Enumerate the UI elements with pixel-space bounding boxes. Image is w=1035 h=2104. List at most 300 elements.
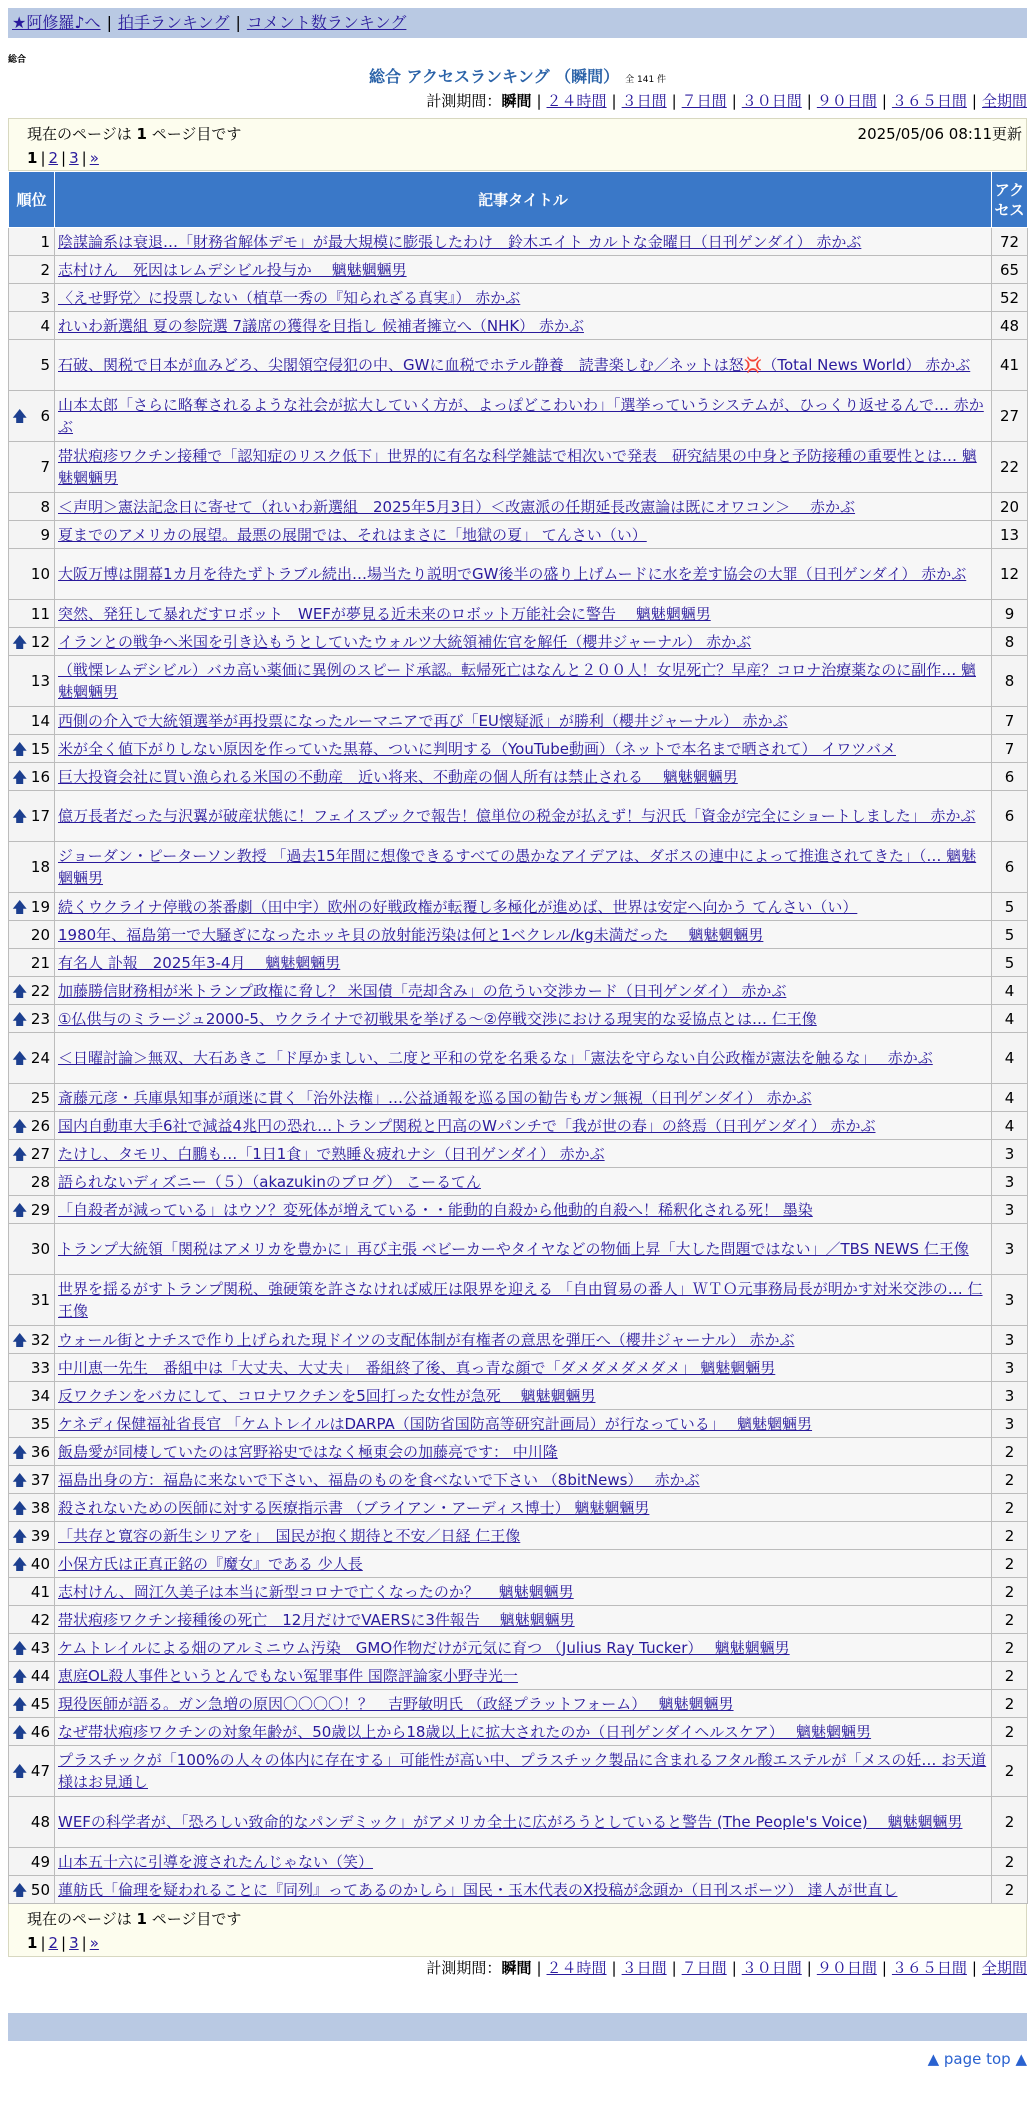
up-arrow-icon: 🡅 xyxy=(12,1638,28,1657)
title-cell xyxy=(55,1690,992,1718)
title-cell xyxy=(55,1196,992,1224)
rank-cell xyxy=(9,1690,55,1718)
ranking-table xyxy=(8,171,1028,1904)
table-row xyxy=(9,1084,1028,1112)
access-count: 4 xyxy=(992,1084,1028,1112)
rank-number: 32 xyxy=(30,1330,50,1349)
article-link[interactable]: 蓮舫氏「倫理を疑われることに『同列』ってあるのかしら」国民・玉木代表のX投稿が念頭か（日刊スポーツ） 達人が世直し xyxy=(58,1880,898,1899)
up-arrow-icon: 🡅 xyxy=(12,1880,28,1899)
table-row xyxy=(9,1140,1028,1168)
up-arrow-icon: 🡅 xyxy=(12,1526,28,1545)
access-count: 2 xyxy=(992,1662,1028,1690)
title-cell xyxy=(55,256,992,284)
title-cell xyxy=(55,763,992,791)
table-row xyxy=(9,1354,1028,1382)
article-link[interactable]: 国内自動車大手6社で減益4兆円の恐れ…トランプ関税と円高のWパンチで「我が世の春」の終焉（日刊ゲンダイ） 赤かぶ xyxy=(58,1116,876,1135)
period-separator: | xyxy=(731,1959,737,1977)
rank-number: 33 xyxy=(30,1358,50,1377)
pager-separator: | xyxy=(61,1934,67,1952)
period-separator: | xyxy=(536,1959,542,1977)
rank-number: 17 xyxy=(30,807,50,825)
period-separator: | xyxy=(806,92,812,110)
period-separator: | xyxy=(881,1959,887,1977)
rank-number: 23 xyxy=(30,1009,50,1028)
rank-cell xyxy=(9,1326,55,1354)
access-count: 4 xyxy=(992,1005,1028,1033)
title-cell xyxy=(55,1140,992,1168)
access-count: 3 xyxy=(992,1326,1028,1354)
access-count: 5 xyxy=(992,949,1028,977)
title-cell xyxy=(55,1005,992,1033)
column-header-access: アクセス xyxy=(992,172,1028,228)
rank-number: 18 xyxy=(30,858,50,876)
title-cell xyxy=(55,656,992,707)
article-link[interactable]: 殺されないための医師に対する医療指示書 （ブライアン・アーディス博士） 魑魅魍魎男 xyxy=(58,1498,650,1517)
pager-current-page: 1 xyxy=(27,149,38,167)
table-row xyxy=(9,228,1028,256)
title-cell xyxy=(55,1578,992,1606)
up-arrow-icon: 🡅 xyxy=(12,897,28,916)
rank-cell xyxy=(9,1634,55,1662)
article-link[interactable]: 福島出身の方：福島に来ないで下さい、福島のものを食べないで下さい （8bitNews） 赤かぶ xyxy=(58,1470,700,1489)
article-link[interactable]: 斎藤元彦・兵庫県知事が頑迷に貫く「治外法権」…公益通報を巡る国の勧告もガン無視（日刊ゲンダイ） 赤かぶ xyxy=(58,1088,812,1107)
rank-number: 9 xyxy=(40,525,50,544)
rank-cell xyxy=(9,1140,55,1168)
access-count: 27 xyxy=(992,391,1028,442)
title-cell xyxy=(55,600,992,628)
up-arrow-icon: 🡅 xyxy=(12,739,28,758)
period-separator: | xyxy=(971,1959,977,1977)
rank-cell xyxy=(9,256,55,284)
access-count: 6 xyxy=(992,763,1028,791)
article-link[interactable]: 億万長者だった与沢翼が破産状態に！フェイスブックで報告！億単位の税金が払えず！与沢氏「資金が完全にショートしました」 赤かぶ xyxy=(58,807,976,825)
access-count: 3 xyxy=(992,1382,1028,1410)
title-cell xyxy=(55,1438,992,1466)
rank-cell xyxy=(9,1382,55,1410)
title-cell xyxy=(55,1606,992,1634)
article-link[interactable]: 恵庭OL殺人事件というとんでもない冤罪事件 国際評論家小野寺光一 xyxy=(58,1666,518,1685)
access-count: 4 xyxy=(992,977,1028,1005)
rank-number: 2 xyxy=(40,260,50,279)
period-link-4[interactable]: ９０日間 xyxy=(816,1959,877,1977)
access-count: 13 xyxy=(992,521,1028,549)
period-link-2[interactable]: ７日間 xyxy=(681,92,727,110)
rank-number: 1 xyxy=(40,232,50,251)
article-link[interactable]: 突然、発狂して暴れだすロボット WEFが夢見る近未来のロボット万能社会に警告 魑魅魍魎男 xyxy=(58,604,711,623)
table-row xyxy=(9,842,1028,893)
up-arrow-icon: 🡅 xyxy=(12,1330,28,1349)
rank-cell xyxy=(9,1848,55,1876)
article-link[interactable]: 小保方氏は正真正銘の『魔女』である 少人長 xyxy=(58,1554,363,1573)
rank-number: 49 xyxy=(30,1852,50,1871)
article-link[interactable]: ケネディ保健福祉省長官 「ケムトレイルはDARPA（国防省国防高等研究計画局）が行なっている」 魑魅魍魎男 xyxy=(58,1414,813,1433)
up-arrow-icon: 🡅 xyxy=(12,767,28,786)
article-link[interactable]: ウォール街とナチスで作り上げられた現ドイツの支配体制が有権者の意思を弾圧へ（櫻井ジャーナル） 赤かぶ xyxy=(58,1330,795,1349)
updated-timestamp: 2025/05/06 08:11更新 xyxy=(857,125,1022,143)
period-link-2[interactable]: ７日間 xyxy=(681,1959,727,1977)
title-cell xyxy=(55,977,992,1005)
period-link-3[interactable]: ３０日間 xyxy=(741,92,802,110)
title-cell xyxy=(55,1466,992,1494)
article-link[interactable]: 「自殺者が減っている」はウソ？変死体が増えている・・能動的自殺から他動的自殺へ！稀釈化される死！ 墨染 xyxy=(58,1200,813,1219)
pager-separator: | xyxy=(40,149,46,167)
title-cell xyxy=(55,628,992,656)
article-link[interactable]: 志村けん、岡江久美子は本当に新型コロナで亡くなったのか？ 魑魅魍魎男 xyxy=(58,1582,574,1601)
table-row xyxy=(9,1112,1028,1140)
rank-cell xyxy=(9,600,55,628)
article-link[interactable]: 帯状疱疹ワクチン接種で「認知症のリスク低下」世界的に有名な科学雑誌で相次いで発表 研究結果の中身と予防接種の重要性とは… 魑魅魍魎男 xyxy=(58,447,977,487)
article-link[interactable]: 志村けん 死因はレムデシビル投与か 魑魅魍魎男 xyxy=(58,260,407,279)
rank-cell xyxy=(9,1354,55,1382)
article-link[interactable]: 加藤勝信財務相が米トランプ政権に脅し？ 米国債「売却含み」の危うい交渉カード（日刊ゲンダイ） 赤かぶ xyxy=(58,981,787,1000)
rank-cell xyxy=(9,228,55,256)
pager-separator: | xyxy=(81,1934,87,1952)
rank-cell xyxy=(9,977,55,1005)
rank-number: 39 xyxy=(30,1526,50,1545)
title-cell xyxy=(55,1168,992,1196)
rank-cell xyxy=(9,893,55,921)
rank-number: 26 xyxy=(30,1116,50,1135)
rank-number: 4 xyxy=(40,316,50,335)
period-link-5[interactable]: ３６５日間 xyxy=(891,92,967,110)
rank-cell xyxy=(9,791,55,842)
rank-number: 40 xyxy=(30,1554,50,1573)
article-link[interactable]: プラスチックが「100%の人々の体内に存在する」可能性が高い中、プラスチック製品に含まれるフタル酸エステルが「メスの妊… お天道様はお見通し xyxy=(58,1751,987,1791)
title-cell xyxy=(55,1112,992,1140)
rank-cell xyxy=(9,1550,55,1578)
pager-page-link-2[interactable]: 2 xyxy=(48,149,59,167)
access-count: 2 xyxy=(992,1848,1028,1876)
access-count: 8 xyxy=(992,628,1028,656)
title-cell xyxy=(55,735,992,763)
pager-page-link-2[interactable]: 2 xyxy=(48,1934,59,1952)
table-row xyxy=(9,791,1028,842)
rank-number: 42 xyxy=(30,1610,50,1629)
title-cell xyxy=(55,228,992,256)
up-arrow-icon: 🡅 xyxy=(12,1470,28,1489)
article-link[interactable]: 反ワクチンをバカにして、コロナワクチンを5回打った女性が急死 魑魅魍魎男 xyxy=(58,1386,596,1405)
table-row xyxy=(9,1746,1028,1797)
rank-number: 41 xyxy=(30,1582,50,1601)
rank-number: 46 xyxy=(30,1722,50,1741)
article-link[interactable]: 〈えせ野党〉に投票しない（植草一秀の『知られざる真実』） 赤かぶ xyxy=(58,288,521,307)
access-count: 2 xyxy=(992,1634,1028,1662)
article-link[interactable]: トランプ大統領「関税はアメリカを豊かに」再び主張 ベビーカーやタイヤなどの物価上昇「大した問題ではない」／TBS NEWS 仁王像 xyxy=(58,1240,969,1258)
rank-number: 35 xyxy=(30,1414,50,1433)
rank-number: 37 xyxy=(30,1470,50,1489)
rank-number: 11 xyxy=(30,604,50,623)
rank-cell xyxy=(9,549,55,600)
up-arrow-icon: 🡅 xyxy=(12,1442,28,1461)
article-link[interactable]: 夏までのアメリカの展望。最悪の展開では、それはまさに「地獄の夏」 てんさい（い） xyxy=(58,525,647,544)
pager-top xyxy=(8,118,1027,171)
title-cell xyxy=(55,1084,992,1112)
title-cell xyxy=(55,521,992,549)
table-row xyxy=(9,1224,1028,1275)
title-cell xyxy=(55,1848,992,1876)
rank-cell xyxy=(9,1438,55,1466)
period-separator: | xyxy=(971,92,977,110)
article-link[interactable]: イランとの戦争へ米国を引き込もうとしていたウォルツ大統領補佐官を解任（櫻井ジャーナル） 赤かぶ xyxy=(58,632,752,651)
up-arrow-icon: 🡅 xyxy=(12,1009,28,1028)
access-count: 12 xyxy=(992,549,1028,600)
access-count: 41 xyxy=(992,340,1028,391)
article-link[interactable]: なぜ帯状疱疹ワクチンの対象年齢が、50歳以上から18歳以上に拡大されたのか（日刊ゲンダイヘルスケア） 魑魅魍魎男 xyxy=(58,1722,872,1741)
table-row xyxy=(9,1466,1028,1494)
rank-cell xyxy=(9,707,55,735)
title-cell xyxy=(55,312,992,340)
access-count: 2 xyxy=(992,1438,1028,1466)
access-count: 2 xyxy=(992,1746,1028,1797)
nav-applause-ranking-link[interactable]: 拍手ランキング xyxy=(117,13,230,32)
rank-number: 21 xyxy=(30,953,50,972)
rank-number: 10 xyxy=(30,565,50,583)
ranking-table-body xyxy=(9,228,1028,1904)
rank-cell xyxy=(9,1112,55,1140)
table-row xyxy=(9,1522,1028,1550)
pager-bottom xyxy=(8,1904,1027,1957)
title-cell xyxy=(55,921,992,949)
period-link-6[interactable]: 全期間 xyxy=(981,1959,1027,1977)
rank-number: 45 xyxy=(30,1694,50,1713)
table-row xyxy=(9,1275,1028,1326)
up-arrow-icon: 🡅 xyxy=(12,1498,28,1517)
article-link[interactable]: ＜声明＞憲法記念日に寄せて（れいわ新選組 2025年5月3日）＜改憲派の任期延長改憲論は既にオワコン＞ 赤かぶ xyxy=(58,497,856,516)
rank-number: 16 xyxy=(30,767,50,786)
article-link[interactable]: 巨大投資会社に買い漁られる米国の不動産 近い将来、不動産の個人所有は禁止される 魑魅魍魎男 xyxy=(58,767,738,786)
rank-cell xyxy=(9,1797,55,1848)
article-link[interactable]: 「共存と寛容の新生シリアを」 国民が抱く期待と不安／日経 仁王像 xyxy=(58,1526,521,1545)
article-link[interactable]: ジョーダン・ピーターソン教授 「過去15年間に想像できるすべての愚かなアイデアは、ダボスの連中によって推進されてきた」（… 魑魅魍魎男 xyxy=(58,847,977,887)
up-arrow-icon: 🡅 xyxy=(12,1144,28,1163)
access-count: 3 xyxy=(992,1140,1028,1168)
title-cell xyxy=(55,1634,992,1662)
access-count: 2 xyxy=(992,1797,1028,1848)
rank-cell xyxy=(9,1033,55,1084)
article-link[interactable]: ①仏供与のミラージュ2000-5、ウクライナで初戦果を挙げる～②停戦交渉における現実的な妥協点とは… 仁王像 xyxy=(58,1009,817,1028)
pager-current-page: 1 xyxy=(27,1934,38,1952)
access-count: 6 xyxy=(992,791,1028,842)
rank-number: 44 xyxy=(30,1666,50,1685)
nav-home-link[interactable]: ★阿修羅♪へ xyxy=(12,13,101,32)
rank-number: 25 xyxy=(30,1088,50,1107)
footer-bar xyxy=(8,2013,1027,2041)
title-cell xyxy=(55,1797,992,1848)
rank-cell xyxy=(9,1466,55,1494)
access-count: 48 xyxy=(992,312,1028,340)
table-row xyxy=(9,1876,1028,1904)
article-link[interactable]: 帯状疱疹ワクチン接種後の死亡 12月だけでVAERSに3件報告 魑魅魍魎男 xyxy=(58,1610,575,1629)
rank-number: 43 xyxy=(30,1638,50,1657)
article-link[interactable]: 語られないディズニー（５）（akazukinのブログ） こーるてん xyxy=(58,1172,481,1191)
page-top-link[interactable]: ▲ page top ▲ xyxy=(927,2050,1027,2068)
rank-cell xyxy=(9,493,55,521)
article-link[interactable]: たけし、タモリ、白鵬も…「1日1食」で熟睡＆疲れナシ（日刊ゲンダイ） 赤かぶ xyxy=(58,1144,605,1163)
rank-cell xyxy=(9,312,55,340)
rank-cell xyxy=(9,949,55,977)
title-cell xyxy=(55,340,992,391)
article-link[interactable]: 現役医師が語る。ガン急増の原因〇〇〇〇！？ 吉野敏明氏 （政経プラットフォーム） 魑魅魍魎男 xyxy=(58,1694,734,1713)
rank-cell xyxy=(9,1005,55,1033)
title-cell xyxy=(55,1033,992,1084)
period-link-1[interactable]: ３日間 xyxy=(621,92,667,110)
table-row xyxy=(9,763,1028,791)
nav-separator: | xyxy=(106,13,112,32)
rank-cell xyxy=(9,391,55,442)
period-link-3[interactable]: ３０日間 xyxy=(741,1959,802,1977)
article-link[interactable]: （戦慄レムデシビル）バカ高い薬価に異例のスピード承認。転帰死亡はなんと２００人！女児死亡？早産？コロナ治療薬なのに副作… 魑魅魍魎男 xyxy=(58,661,976,701)
nav-comment-ranking-link[interactable]: コメント数ランキング xyxy=(246,13,407,32)
pager-status-prefix: 現在のページは xyxy=(27,1910,132,1928)
up-arrow-icon: 🡅 xyxy=(12,407,28,425)
rank-cell xyxy=(9,842,55,893)
table-row xyxy=(9,521,1028,549)
table-row xyxy=(9,893,1028,921)
access-count: 52 xyxy=(992,284,1028,312)
rank-cell xyxy=(9,628,55,656)
top-nav-bar xyxy=(8,8,1027,38)
access-count: 3 xyxy=(992,1354,1028,1382)
title-cell xyxy=(55,1662,992,1690)
pager-separator: | xyxy=(40,1934,46,1952)
rank-number: 7 xyxy=(40,458,50,476)
pager-status-suffix: ページ目です xyxy=(151,125,242,143)
title-cell xyxy=(55,391,992,442)
access-count: 7 xyxy=(992,735,1028,763)
table-row xyxy=(9,256,1028,284)
pager-next-link[interactable]: » xyxy=(89,149,99,167)
table-row xyxy=(9,656,1028,707)
rank-number: 30 xyxy=(30,1240,50,1258)
article-link[interactable]: 大阪万博は開幕1カ月を待たずトラブル続出…場当たり説明でGW後半の盛り上げムードに水を差す協会の大罪（日刊ゲンダイ） 赤かぶ xyxy=(58,565,967,583)
title-cell xyxy=(55,1326,992,1354)
access-count: 2 xyxy=(992,1690,1028,1718)
title-cell xyxy=(55,493,992,521)
access-count: 3 xyxy=(992,1168,1028,1196)
article-link[interactable]: 陰謀論系は衰退…「財務省解体デモ」が最大規模に膨張したわけ 鈴木エイト カルトな金曜日（日刊ゲンダイ） 赤かぶ xyxy=(58,232,862,251)
article-link[interactable]: 西側の介入で大統領選挙が再投票になったルーマニアで再び「EU懐疑派」が勝利（櫻井ジャーナル） 赤かぶ xyxy=(58,711,788,730)
article-link[interactable]: れいわ新選組 夏の参院選 7議席の獲得を目指し 候補者擁立へ（NHK） 赤かぶ xyxy=(58,316,584,335)
table-row xyxy=(9,921,1028,949)
access-count: 3 xyxy=(992,1224,1028,1275)
access-count: 6 xyxy=(992,842,1028,893)
up-arrow-icon: 🡅 xyxy=(12,1666,28,1685)
column-header-rank: 順位 xyxy=(9,172,55,228)
table-row xyxy=(9,1718,1028,1746)
rank-number: 38 xyxy=(30,1498,50,1517)
access-count: 3 xyxy=(992,1196,1028,1224)
table-row xyxy=(9,1326,1028,1354)
table-row xyxy=(9,1848,1028,1876)
pager-status-page: 1 xyxy=(136,125,147,143)
period-separator: | xyxy=(881,92,887,110)
rank-cell xyxy=(9,1578,55,1606)
rank-number: 24 xyxy=(30,1049,50,1067)
rank-cell xyxy=(9,340,55,391)
rank-cell xyxy=(9,442,55,493)
period-link-0[interactable]: ２４時間 xyxy=(546,92,607,110)
pager-status-page: 1 xyxy=(136,1910,147,1928)
rank-cell xyxy=(9,1494,55,1522)
period-current: 瞬間 xyxy=(501,1959,532,1977)
pager-page-link-3[interactable]: 3 xyxy=(69,1934,79,1952)
pager-page-link-3[interactable]: 3 xyxy=(69,149,79,167)
article-link[interactable]: 世界を揺るがすトランプ関税、強硬策を許さなければ威圧は限界を迎える 「自由貿易の番人」ＷＴＯ元事務局長が明かす対米交渉の… 仁王像 xyxy=(58,1280,983,1320)
period-separator: | xyxy=(671,1959,677,1977)
rank-cell xyxy=(9,1084,55,1112)
access-count: 9 xyxy=(992,600,1028,628)
table-row xyxy=(9,1690,1028,1718)
access-count: 2 xyxy=(992,1718,1028,1746)
article-link[interactable]: 1980年、福島第一で大騒ぎになったホッキ貝の放射能汚染は何と1ベクレル/kg未満だった 魑魅魍魎男 xyxy=(58,925,764,944)
up-arrow-icon: 🡅 xyxy=(12,632,28,651)
period-label: 計測期間： xyxy=(426,1959,502,1977)
article-link[interactable]: WEFの科学者が、「恐ろしい致命的なパンデミック」がアメリカ全土に広がろうとしていると警告 (The People's Voice) 魑魅魍魎男 xyxy=(58,1813,963,1831)
period-label: 計測期間： xyxy=(426,92,502,110)
article-link[interactable]: 山本五十六に引導を渡されたんじゃない（笑） xyxy=(58,1852,374,1871)
article-link[interactable]: 飯島愛が同棲していたのは宮野裕史ではなく極東会の加藤亮です： 中川隆 xyxy=(58,1442,558,1461)
rank-number: 48 xyxy=(30,1813,50,1831)
rank-number: 27 xyxy=(30,1144,50,1163)
period-link-4[interactable]: ９０日間 xyxy=(816,92,877,110)
title-cell xyxy=(55,791,992,842)
article-link[interactable]: ＜日曜討論＞無双、大石あきこ「ド厚かましい、二度と平和の党を名乗るな」「憲法を守らない自公政権が憲法を触るな」 赤かぶ xyxy=(58,1049,933,1067)
period-link-0[interactable]: ２４時間 xyxy=(546,1959,607,1977)
rank-cell xyxy=(9,921,55,949)
article-link[interactable]: 続くウクライナ停戦の茶番劇（田中宇）欧州の好戦政権が転覆し多極化が進めば、世界は安定へ向かう てんさい（い） xyxy=(58,897,858,916)
article-link[interactable]: 山本太郎「さらに略奪されるような社会が拡大していく方が、よっぽどこわいわ」「選挙っていうシステムが、ひっくり返せるんで… 赤かぶ xyxy=(58,396,984,436)
pager-next-link[interactable]: » xyxy=(89,1934,99,1952)
title-cell xyxy=(55,707,992,735)
rank-number: 29 xyxy=(30,1200,50,1219)
rank-cell xyxy=(9,1876,55,1904)
period-link-1[interactable]: ３日間 xyxy=(621,1959,667,1977)
access-count: 4 xyxy=(992,1112,1028,1140)
article-link[interactable]: 中川恵一先生 番組中は「大丈夫、大丈夫」 番組終了後、真っ青な顔で「ダメダメダメダメ」 魑魅魍魎男 xyxy=(58,1358,776,1377)
table-row xyxy=(9,707,1028,735)
article-link[interactable]: 石破、関税で日本が血みどろ、尖閣領空侵犯の中、GWに血税でホテル静養 読書楽しむ／ネットは怒💢（Total News World） 赤かぶ xyxy=(58,356,971,374)
title-cell xyxy=(55,1494,992,1522)
access-count: 5 xyxy=(992,893,1028,921)
period-link-5[interactable]: ３６５日間 xyxy=(891,1959,967,1977)
table-row xyxy=(9,949,1028,977)
rank-cell xyxy=(9,521,55,549)
section-tag: 総合 xyxy=(8,55,27,65)
rank-number: 3 xyxy=(40,288,50,307)
period-link-6[interactable]: 全期間 xyxy=(981,92,1027,110)
table-row xyxy=(9,1196,1028,1224)
rank-number: 6 xyxy=(40,407,50,425)
rank-cell xyxy=(9,735,55,763)
rank-number: 50 xyxy=(30,1880,50,1899)
article-link[interactable]: 有名人 訃報 2025年3-4月 魑魅魍魎男 xyxy=(58,953,341,972)
rank-number: 31 xyxy=(30,1291,50,1309)
article-link[interactable]: ケムトレイルによる畑のアルミニウム汚染 GMO作物だけが元気に育つ （Julius Ray Tucker） 魑魅魍魎男 xyxy=(58,1638,790,1657)
rank-number: 14 xyxy=(30,711,50,730)
rank-number: 22 xyxy=(30,981,50,1000)
rank-cell xyxy=(9,284,55,312)
access-count: 3 xyxy=(992,1275,1028,1326)
title-cell xyxy=(55,1550,992,1578)
rank-number: 15 xyxy=(30,739,50,758)
pager-separator: | xyxy=(81,149,87,167)
title-cell xyxy=(55,1746,992,1797)
title-cell xyxy=(55,842,992,893)
rank-cell xyxy=(9,1275,55,1326)
period-separator: | xyxy=(536,92,542,110)
title-cell xyxy=(55,1275,992,1326)
article-link[interactable]: 米が全く値下がりしない原因を作っていた黒幕、ついに判明する（YouTube動画）（ネットで本名まで晒されて） イワツバメ xyxy=(58,739,896,758)
